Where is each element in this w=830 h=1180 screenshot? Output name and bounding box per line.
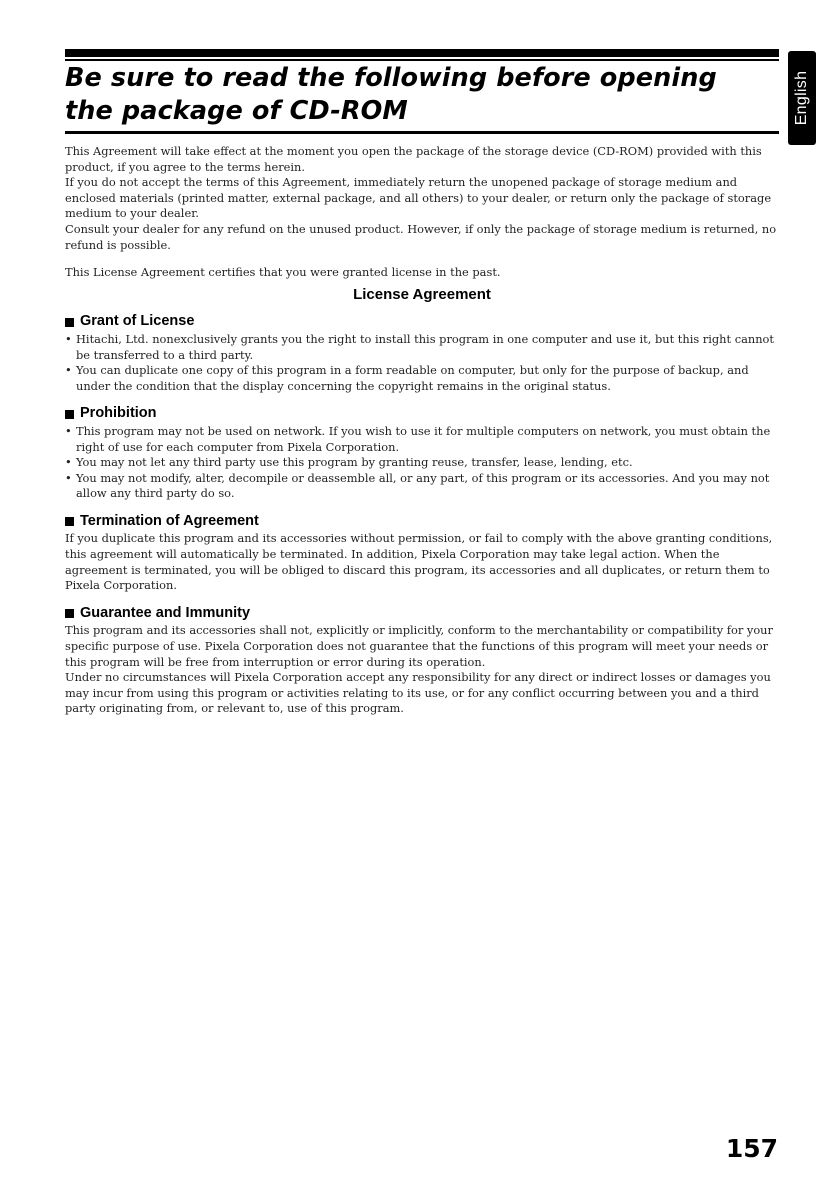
prohibition-heading-text: Prohibition	[80, 405, 157, 422]
prohibition-list	[65, 424, 779, 502]
square-bullet-icon	[65, 517, 74, 526]
top-rule	[65, 49, 779, 57]
list-item: • You may not modify, alter, decompile or deassemble all, or any part, of this program or its accessories. And you may not allow any third party do so.	[65, 471, 779, 502]
termination-paragraph: If you duplicate this program and its accessories without permission, or fail to comply with the above granting conditions, this agreement will automatically be terminated. In addition, Pixela Corporation may take legal action. When the agreement is terminated, you will be obliged to discard this program, its accessories and all duplicates, or return them to Pixela Corporation.	[65, 531, 773, 593]
square-bullet-icon	[65, 609, 74, 618]
document-body	[65, 144, 779, 717]
list-item: • You may not let any third party use this program by granting reuse, transfer, lease, lending, etc.	[65, 455, 779, 471]
page-number: 157	[725, 1134, 778, 1163]
top-rule-thin	[65, 59, 779, 61]
intro-paragraph-4: This License Agreement certifies that you were granted license in the past.	[65, 265, 501, 280]
termination-heading-text: Termination of Agreement	[80, 512, 259, 529]
license-agreement-heading: License Agreement	[353, 285, 491, 303]
list-item: • This program may not be used on network. If you wish to use it for multiple computers on network, you must obtain the right of use for each computer from Pixela Corporation.	[65, 424, 779, 455]
title-line-2: the package of CD-ROM	[65, 96, 408, 126]
grant-heading-text: Grant of License	[80, 313, 195, 330]
list-item: • Hitachi, Ltd. nonexclusively grants you the right to install this program in one computer and use it, but this right cannot be transferred to a third party.	[65, 332, 779, 363]
grant-list	[65, 332, 779, 394]
title-underline	[65, 131, 779, 134]
guarantee-heading-text: Guarantee and Immunity	[80, 604, 251, 621]
language-tab-label: English	[793, 70, 810, 126]
square-bullet-icon	[65, 318, 74, 327]
intro-paragraph-2: If you do not accept the terms of this Agreement, immediately return the unopened package of storage medium and enclosed materials (printed matter, external package, and all others) to your dealer, or return only the package of storage medium to your dealer.	[65, 175, 772, 221]
list-item: • You can duplicate one copy of this program in a form readable on computer, but only for the purpose of backup, and under the condition that the display concerning the copyright remains in the original status.	[65, 363, 779, 394]
guarantee-paragraph-2: Under no circumstances will Pixela Corporation accept any responsibility for any direct or indirect losses or damages you may incur from using this program or activities relating to its use, or for any conflict occurring between you and a third party originating from, or relevant to, use of this program.	[65, 670, 771, 716]
intro-paragraph-3: Consult your dealer for any refund on the unused product. However, if only the package of storage medium is returned, no refund is possible.	[65, 221, 777, 252]
language-tab	[788, 51, 816, 145]
page-title	[65, 62, 775, 128]
section-heading-prohibition	[65, 406, 779, 422]
square-bullet-icon	[65, 410, 74, 419]
section-heading-termination	[65, 514, 779, 530]
guarantee-paragraph-1: This program and its accessories shall not, explicitly or implicitly, conform to the merchantability or compatibility for your specific purpose of use. Pixela Corporation does not guarantee that the functions of this program will meet your needs or this program will be free from interruption or error during its operation.	[65, 623, 773, 669]
title-line-1: Be sure to read the following before opening	[65, 63, 717, 93]
section-heading-grant	[65, 314, 779, 330]
section-heading-guarantee	[65, 606, 779, 622]
intro-paragraph-1: This Agreement will take effect at the moment you open the package of the storage device (CD-ROM) provided with this product, if you agree to the terms herein.	[65, 144, 762, 174]
